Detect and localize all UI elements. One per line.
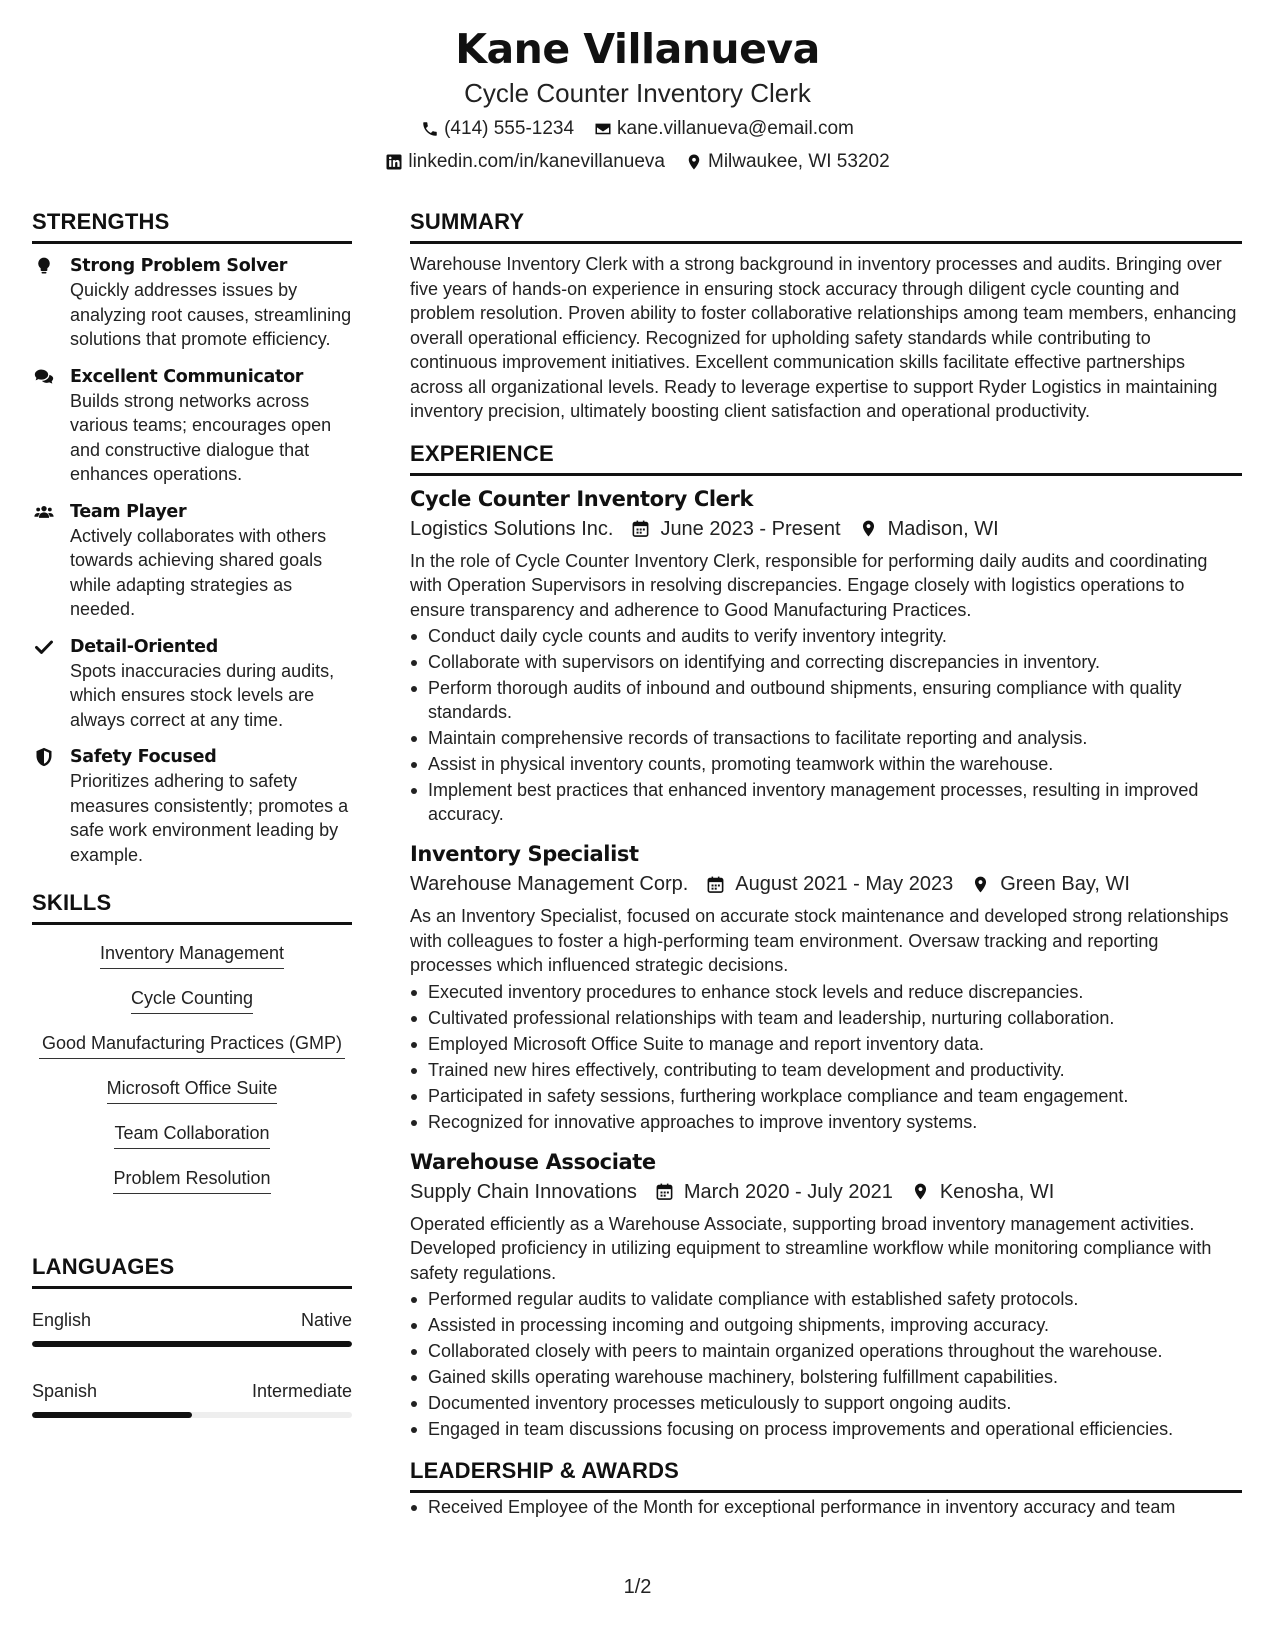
skill-tag: Team Collaboration — [114, 1121, 269, 1149]
strength-desc: Actively collaborates with others towards achieving shared goals while adapting strategies as needed. — [70, 525, 327, 619]
contact-phone[interactable] — [421, 117, 574, 141]
skills-heading: SKILLS — [32, 889, 352, 925]
map-pin-icon — [971, 875, 990, 894]
job-dates: March 2020 - July 2021 — [683, 1180, 893, 1203]
strength-title: Excellent Communicator — [70, 366, 304, 387]
job-title: Inventory Specialist — [410, 842, 639, 866]
job-meta — [410, 1178, 1242, 1206]
job-description: In the role of Cycle Counter Inventory Clerk, responsible for performing daily audits and coordinating with Operation Supervisors in resolving discrepancies. Engage closely with logistics operations to ensure transparency and adherence to Good Manufacturing Practices. — [410, 550, 1208, 620]
language-item — [32, 1379, 352, 1418]
map-pin-icon — [685, 153, 703, 171]
job-location: Kenosha, WI — [939, 1180, 1055, 1203]
job-bullet: Cultivated professional relationships with team and leadership, nurturing collaboration. — [410, 1006, 1242, 1030]
language-bar-fill — [32, 1412, 192, 1418]
language-name: Spanish — [32, 1381, 98, 1401]
strength-desc: Quickly addresses issues by analyzing root causes, streamlining solutions that promote efficiency. — [70, 280, 352, 349]
left-column — [32, 208, 352, 1418]
job-description: As an Inventory Specialist, focused on accurate stock maintenance and developed strong relationships with colleagues to foster a high-performing team environment. Oversaw tracking and reporting processes which influenced strategic decisions. — [410, 906, 1229, 975]
job-bullets — [410, 624, 1242, 826]
job-bullet: Assist in physical inventory counts, promoting teamwork within the warehouse. — [410, 752, 1242, 776]
language-level: Intermediate — [251, 1381, 352, 1401]
job-dates: June 2023 - Present — [660, 517, 841, 540]
skill-tag: Problem Resolution — [113, 1166, 270, 1194]
job-bullets — [410, 980, 1242, 1134]
calendar-icon — [706, 875, 725, 894]
job-bullet: Gained skills operating warehouse machinery, bolstering fulfillment capabilities. — [410, 1365, 1242, 1389]
strength-item — [32, 254, 352, 352]
skill-tag: Inventory Management — [100, 941, 284, 969]
job-bullet: Collaborate with supervisors on identifying and correcting discrepancies in inventory. — [410, 650, 1242, 674]
skill-tag: Cycle Counting — [131, 986, 253, 1014]
job-company: Logistics Solutions Inc. — [410, 517, 614, 540]
skills-list — [32, 941, 352, 1211]
language-bar — [32, 1341, 352, 1347]
contact-row-1 — [0, 117, 1275, 141]
strengths-heading: STRENGTHS — [32, 208, 352, 244]
lightbulb-icon — [34, 256, 54, 276]
page-number: 1/2 — [623, 1576, 652, 1598]
job-bullet: Maintain comprehensive records of transactions to facilitate reporting and analysis. — [410, 726, 1242, 750]
awards-list — [410, 1495, 1242, 1519]
language-name: English — [32, 1310, 92, 1330]
job-bullet: Engaged in team discussions focusing on process improvements and operational efficiencies. — [410, 1417, 1242, 1441]
job-bullet: Trained new hires effectively, contributing to team development and productivity. — [410, 1058, 1242, 1082]
languages-heading: LANGUAGES — [32, 1253, 352, 1289]
award-item: Received Employee of the Month for exceptional performance in inventory accuracy and team — [410, 1495, 1242, 1519]
job-bullet: Conduct daily cycle counts and audits to verify inventory integrity. — [410, 624, 1242, 648]
job-bullet: Performed regular audits to validate compliance with established safety protocols. — [410, 1287, 1242, 1311]
contact-location — [685, 150, 890, 174]
strength-title: Strong Problem Solver — [70, 256, 288, 276]
calendar-icon — [631, 519, 650, 538]
strength-title: Detail-Oriented — [70, 636, 218, 657]
job-company: Warehouse Management Corp. — [410, 873, 689, 895]
map-pin-icon — [859, 519, 878, 538]
job-bullet: Collaborated closely with peers to maintain organized operations throughout the warehouse. — [410, 1339, 1242, 1363]
language-bar-fill — [32, 1341, 352, 1347]
job-bullet: Perform thorough audits of inbound and outbound shipments, ensuring compliance with quality standards. — [410, 676, 1242, 724]
candidate-name: Kane Villanueva — [455, 25, 820, 73]
shield-icon — [34, 747, 54, 767]
strength-item — [32, 745, 352, 867]
job-dates: August 2021 - May 2023 — [735, 873, 954, 895]
location-text: Milwaukee, WI 53202 — [708, 151, 890, 172]
envelope-icon — [594, 120, 612, 138]
map-pin-icon — [911, 1182, 930, 1201]
job-bullet: Participated in safety sessions, furthering workplace compliance and team engagement. — [410, 1084, 1242, 1108]
strength-desc: Prioritizes adhering to safety measures consistently; promotes a safe work environment leading by example. — [70, 771, 349, 865]
candidate-role: Cycle Counter Inventory Clerk — [464, 78, 811, 108]
phone-text: (414) 555-1234 — [444, 118, 575, 139]
language-level: Native — [300, 1310, 352, 1330]
summary-heading: SUMMARY — [410, 208, 1242, 244]
skill-tag: Microsoft Office Suite — [107, 1076, 278, 1104]
job-bullet: Recognized for innovative approaches to improve inventory systems. — [410, 1110, 1242, 1134]
job-bullet: Employed Microsoft Office Suite to manage and report inventory data. — [410, 1032, 1242, 1056]
awards-heading: LEADERSHIP & AWARDS — [410, 1457, 1242, 1493]
strength-item — [32, 635, 352, 733]
job-description: Operated efficiently as a Warehouse Associate, supporting broad inventory management activities. Developed proficiency in utilizing equipment to streamline workflow while monitoring compliance with safety regulations. — [410, 1213, 1212, 1283]
job-bullet: Assisted in processing incoming and outgoing shipments, improving accuracy. — [410, 1313, 1242, 1337]
job-entry — [410, 1148, 1242, 1442]
summary-text: Warehouse Inventory Clerk with a strong background in inventory processes and audits. Bringing over five years of hands-on experience in ensuring stock accuracy through diligent cycle counting and problem resolution. Proven ability to foster collaborative relationships among team members, enhancing overall operational efficiency. Recognized for upholding safety standards while contributing to continuous improvement initiatives. Excellent communication skills facilitate effective partnerships across all organizational levels. Ready to leverage expertise to support Ryder Logistics in maintaining inventory precision, ultimately boosting client satisfaction and operational productivity. — [410, 254, 1237, 421]
strength-desc: Builds strong networks across various teams; encourages open and constructive dialogue that enhances operations. — [70, 390, 332, 484]
strength-item — [32, 365, 352, 487]
job-entry — [410, 840, 1242, 1134]
phone-icon — [421, 120, 439, 138]
comments-icon — [34, 367, 54, 387]
job-bullet: Executed inventory procedures to enhance stock levels and reduce discrepancies. — [410, 980, 1242, 1004]
contact-row-2 — [0, 150, 1275, 174]
contact-linkedin[interactable] — [385, 150, 665, 174]
linkedin-icon — [385, 153, 403, 171]
strength-item — [32, 500, 352, 622]
job-bullet: Documented inventory processes meticulously to support ongoing audits. — [410, 1391, 1242, 1415]
job-location: Madison, WI — [887, 517, 999, 540]
experience-heading: EXPERIENCE — [410, 440, 1242, 476]
language-bar — [32, 1412, 352, 1418]
job-meta — [410, 515, 1242, 543]
email-text: kane.villanueva@email.com — [617, 118, 854, 139]
contact-email[interactable] — [594, 117, 854, 141]
resume-header — [0, 22, 1275, 174]
job-location: Green Bay, WI — [1000, 873, 1130, 895]
strength-title: Safety Focused — [70, 747, 217, 767]
users-icon — [34, 502, 54, 522]
calendar-icon — [655, 1182, 674, 1201]
job-title: Warehouse Associate — [410, 1149, 656, 1174]
job-title: Cycle Counter Inventory Clerk — [410, 486, 754, 511]
linkedin-text: linkedin.com/in/kanevillanueva — [408, 151, 665, 172]
job-company: Supply Chain Innovations — [410, 1180, 637, 1203]
job-bullet: Implement best practices that enhanced inventory management processes, resulting in improved accuracy. — [410, 778, 1242, 826]
job-bullets — [410, 1287, 1242, 1441]
job-entry — [410, 485, 1242, 827]
check-icon — [34, 637, 54, 657]
strength-desc: Spots inaccuracies during audits, which ensures stock levels are always correct at any time. — [70, 660, 335, 730]
skill-tag: Good Manufacturing Practices (GMP) — [39, 1031, 345, 1059]
language-item — [32, 1308, 352, 1347]
strengths-list — [32, 254, 352, 867]
strength-title: Team Player — [70, 501, 187, 522]
right-column — [410, 208, 1242, 1519]
job-meta — [410, 870, 1242, 898]
